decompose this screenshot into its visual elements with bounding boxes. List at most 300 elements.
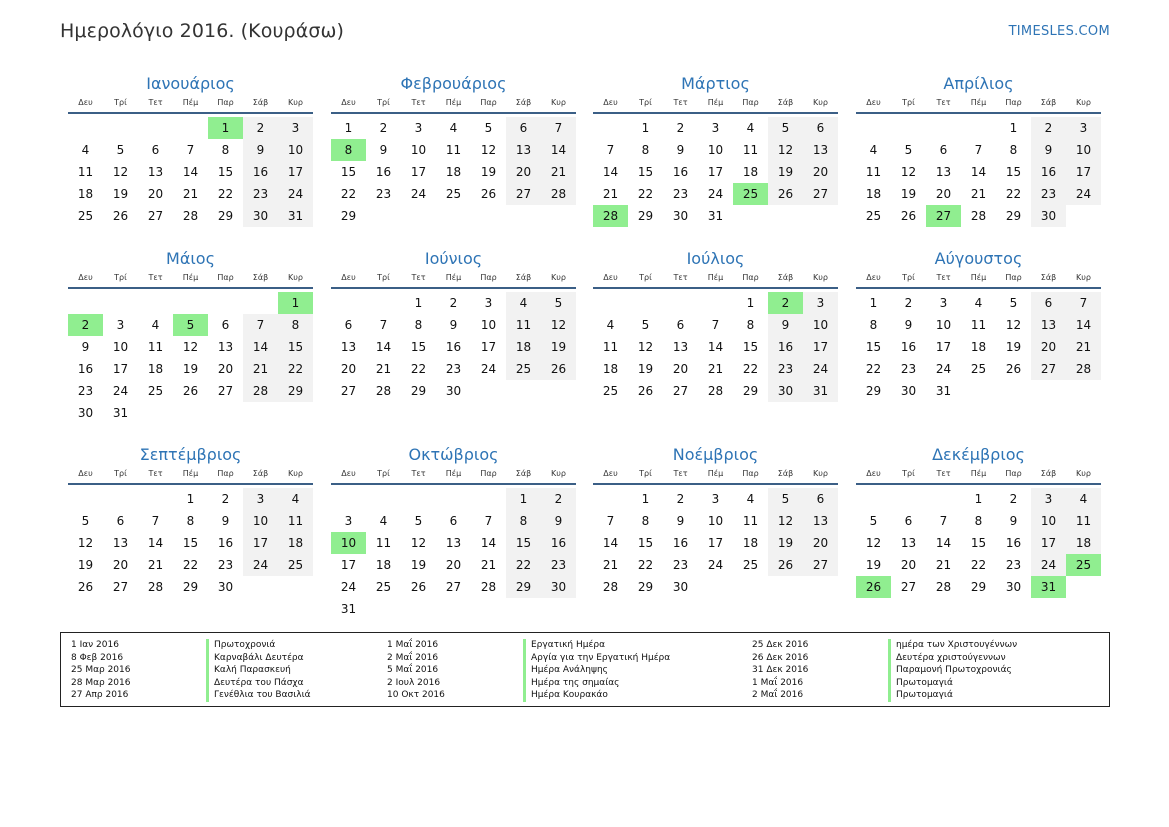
weekday-header: [331, 468, 576, 483]
day-cell: 7: [606, 514, 615, 528]
week-row: [856, 358, 1101, 380]
day-cell: 15: [217, 165, 234, 179]
week-row: [68, 510, 313, 532]
weekend-day-cell: 2: [541, 488, 576, 510]
day-cell: 29: [1005, 209, 1022, 223]
empty-cell: [961, 117, 996, 139]
day-cell: 19: [410, 558, 427, 572]
weekday-header: [856, 468, 1101, 483]
day-cell: 5: [904, 143, 913, 157]
weekday-label: Πέμ: [445, 273, 462, 282]
day-cell: 30: [1005, 580, 1022, 594]
day-cell: 21: [602, 187, 619, 201]
day-cell: 14: [147, 536, 164, 550]
weekend-day-cell: 29: [278, 380, 313, 402]
day-cell: 16: [77, 362, 94, 376]
weekday-label: Πέμ: [182, 469, 199, 478]
weekday-label: Παρ: [480, 273, 497, 282]
day-cell: 24: [935, 362, 952, 376]
day-cell: 5: [869, 514, 878, 528]
legend-holiday-name: Ημέρα Ανάληψης: [523, 664, 670, 677]
legend-holiday-name: Αργία για την Εργατική Ημέρα: [523, 652, 670, 665]
day-cell: 5: [414, 514, 423, 528]
day-cell: 26: [480, 187, 497, 201]
empty-cell: [593, 117, 628, 139]
empty-cell: [768, 576, 803, 598]
empty-cell: [506, 380, 541, 402]
empty-cell: [331, 292, 366, 314]
day-cell: 9: [379, 143, 388, 157]
weekday-label: Παρ: [1005, 469, 1022, 478]
weekday-label: Κυρ: [288, 469, 303, 478]
day-cell: 12: [480, 143, 497, 157]
day-cell: 7: [974, 143, 983, 157]
weekday-label: Δευ: [603, 98, 618, 107]
weekday-label: Κυρ: [813, 98, 828, 107]
weekday-label: Τρί: [377, 98, 390, 107]
day-cell: 13: [935, 165, 952, 179]
week-row: [68, 554, 313, 576]
weekend-day-cell: 27: [1031, 358, 1066, 380]
month-divider: [593, 112, 838, 114]
weekday-label: Σάβ: [1040, 98, 1057, 107]
day-cell: 13: [147, 165, 164, 179]
empty-cell: [733, 576, 768, 598]
weekday-label: Πέμ: [707, 98, 724, 107]
weekend-day-cell: 25: [278, 554, 313, 576]
weekend-day-cell: 9: [243, 139, 278, 161]
week-row: [593, 336, 838, 358]
empty-cell: [996, 380, 1031, 402]
weekday-label: Σάβ: [252, 98, 269, 107]
legend-holiday-name: Εργατική Ημέρα: [523, 639, 670, 652]
day-cell: 12: [1005, 318, 1022, 332]
weekday-label: Τετ: [673, 469, 688, 478]
day-cell: 1: [869, 296, 878, 310]
weekend-day-cell: 18: [278, 532, 313, 554]
weekend-day-cell: 4: [1066, 488, 1101, 510]
weekend-day-cell: 8: [278, 314, 313, 336]
day-cell: 7: [711, 318, 720, 332]
day-cell: 9: [449, 318, 458, 332]
month-block: [593, 444, 838, 598]
day-cell: 8: [641, 514, 650, 528]
legend-date: 8 Φεβ 2016: [71, 652, 124, 663]
empty-cell: [593, 292, 628, 314]
day-cell: 15: [1005, 165, 1022, 179]
legend-name-column: [888, 639, 1017, 702]
day-cell: 13: [672, 340, 689, 354]
day-cell: 9: [81, 340, 90, 354]
weekday-label: Δευ: [603, 469, 618, 478]
day-cell: 27: [112, 580, 129, 594]
week-row: [68, 358, 313, 380]
weekday-header: [331, 272, 576, 287]
day-cell: 8: [746, 318, 755, 332]
day-cell: 18: [375, 558, 392, 572]
weekend-day-cell: 23: [541, 554, 576, 576]
weekday-header: [593, 97, 838, 112]
weekend-day-cell: 17: [278, 161, 313, 183]
day-cell: 15: [410, 340, 427, 354]
weekend-day-cell: 24: [278, 183, 313, 205]
weekend-day-cell: 26: [768, 183, 803, 205]
day-cell: 21: [182, 187, 199, 201]
month-name: Μάιος: [166, 249, 215, 268]
weekend-day-cell: 20: [803, 161, 838, 183]
empty-cell: [506, 598, 541, 620]
weekday-label: Τρί: [639, 469, 652, 478]
day-cell: 30: [445, 384, 462, 398]
weekday-label: Σάβ: [515, 469, 532, 478]
day-cell: 16: [900, 340, 917, 354]
empty-cell: [856, 117, 891, 139]
day-cell: 27: [147, 209, 164, 223]
month-name: Αύγουστος: [934, 249, 1023, 268]
weekend-day-cell: 4: [506, 292, 541, 314]
day-cell: 2: [676, 492, 685, 506]
weekday-label: Κυρ: [1076, 273, 1091, 282]
day-cell: 9: [904, 318, 913, 332]
day-cell: 18: [742, 536, 759, 550]
weekday-label: Τρί: [902, 469, 915, 478]
day-cell: 15: [182, 536, 199, 550]
week-row: [856, 510, 1101, 532]
day-cell: 28: [480, 580, 497, 594]
day-grid: [593, 488, 838, 598]
legend-date-column: [71, 639, 131, 702]
weekday-label: Κυρ: [1076, 469, 1091, 478]
month-name: Νοέμβριος: [672, 445, 759, 464]
week-row: [593, 576, 838, 598]
empty-cell: [68, 488, 103, 510]
weekend-day-cell: 24: [1066, 183, 1101, 205]
day-cell: 27: [340, 384, 357, 398]
day-cell: 17: [112, 362, 129, 376]
day-cell: 18: [865, 187, 882, 201]
week-row: [856, 183, 1101, 205]
weekend-day-cell: 8: [506, 510, 541, 532]
week-row: [593, 161, 838, 183]
month-name: Ιούλιος: [686, 249, 745, 268]
day-cell: 10: [707, 143, 724, 157]
day-cell: 22: [742, 362, 759, 376]
day-cell: 5: [81, 514, 90, 528]
weekend-day-cell: 3: [278, 117, 313, 139]
weekday-header: [331, 97, 576, 112]
day-cell: 4: [746, 121, 755, 135]
day-cell: 8: [1009, 143, 1018, 157]
week-row: [68, 576, 313, 598]
weekend-day-cell: 4: [278, 488, 313, 510]
empty-cell: [331, 488, 366, 510]
weekend-day-cell: 19: [768, 161, 803, 183]
empty-cell: [208, 292, 243, 314]
weekend-day-cell: 6: [803, 488, 838, 510]
weekend-day-cell: 18: [506, 336, 541, 358]
weekend-day-cell: 17: [1031, 532, 1066, 554]
month-divider: [856, 287, 1101, 289]
weekend-day-cell: 20: [1031, 336, 1066, 358]
day-cell: 18: [77, 187, 94, 201]
empty-cell: [471, 380, 506, 402]
day-cell: 2: [379, 121, 388, 135]
day-cell: 20: [935, 187, 952, 201]
site-link[interactable]: TIMESLES.COM: [1008, 24, 1110, 39]
legend-date: 5 Μαΐ 2016: [387, 665, 439, 675]
weekday-label: Κυρ: [1076, 98, 1091, 107]
legend-date: 26 Δεκ 2016: [752, 652, 809, 663]
day-cell: 21: [375, 362, 392, 376]
week-row: [68, 161, 313, 183]
weekday-label: Σάβ: [1040, 273, 1057, 282]
weekday-label: Σάβ: [1040, 469, 1057, 478]
empty-cell: [891, 488, 926, 510]
day-cell: 8: [869, 318, 878, 332]
month-name: Ιούνιος: [424, 249, 483, 268]
empty-cell: [68, 117, 103, 139]
day-cell: 6: [151, 143, 160, 157]
day-cell: 8: [186, 514, 195, 528]
legend-name-column: [523, 639, 670, 702]
day-cell: 19: [865, 558, 882, 572]
day-cell: 9: [676, 514, 685, 528]
week-row: [331, 117, 576, 139]
day-cell: 13: [112, 536, 129, 550]
legend-date: 1 Μαΐ 2016: [387, 640, 439, 650]
day-cell: 24: [480, 362, 497, 376]
day-cell: 8: [974, 514, 983, 528]
day-cell: 5: [484, 121, 493, 135]
day-cell: 25: [602, 384, 619, 398]
day-cell: 18: [970, 340, 987, 354]
day-cell: 26: [112, 209, 129, 223]
weekday-label: Σάβ: [252, 469, 269, 478]
day-cell: 14: [935, 536, 952, 550]
empty-cell: [243, 576, 278, 598]
day-cell: 22: [865, 362, 882, 376]
weekend-day-cell: 25: [506, 358, 541, 380]
weekend-day-cell: 27: [803, 554, 838, 576]
week-row: [331, 314, 576, 336]
month-divider: [331, 287, 576, 289]
weekend-day-cell: 13: [1031, 314, 1066, 336]
month-divider: [593, 287, 838, 289]
day-cell: 22: [970, 558, 987, 572]
weekday-label: Δευ: [866, 469, 881, 478]
legend-holiday-name: Πρωτομαγιά: [888, 689, 1017, 702]
week-row: [856, 336, 1101, 358]
day-cell: 22: [217, 187, 234, 201]
empty-cell: [366, 292, 401, 314]
weekend-day-cell: 30: [1031, 205, 1066, 227]
day-cell: 3: [711, 492, 720, 506]
day-cell: 24: [340, 580, 357, 594]
week-row: [331, 510, 576, 532]
day-cell: 16: [445, 340, 462, 354]
day-cell: 10: [410, 143, 427, 157]
weekday-label: Τρί: [902, 273, 915, 282]
legend-holiday-name: Καλή Παρασκευή: [206, 664, 311, 677]
weekend-day-cell: 24: [243, 554, 278, 576]
weekday-label: Πέμ: [182, 98, 199, 107]
month-name: Φεβρουάριος: [400, 74, 507, 93]
weekend-day-cell: 16: [1031, 161, 1066, 183]
day-cell: 20: [445, 558, 462, 572]
empty-cell: [698, 292, 733, 314]
day-cell: 19: [480, 165, 497, 179]
day-cell: 16: [1005, 536, 1022, 550]
day-cell: 19: [1005, 340, 1022, 354]
day-cell: 4: [606, 318, 615, 332]
day-cell: 1: [641, 121, 650, 135]
weekday-label: Πέμ: [707, 469, 724, 478]
day-cell: 8: [414, 318, 423, 332]
day-cell: 2: [676, 121, 685, 135]
legend-holiday-name: Καρναβάλι Δευτέρα: [206, 652, 311, 665]
day-cell: 17: [410, 165, 427, 179]
empty-cell: [803, 576, 838, 598]
day-cell: 23: [900, 362, 917, 376]
weekday-label: Παρ: [1005, 273, 1022, 282]
day-cell: 8: [221, 143, 230, 157]
weekday-label: Δευ: [866, 273, 881, 282]
empty-cell: [961, 380, 996, 402]
day-grid: [68, 117, 313, 227]
day-cell: 19: [637, 362, 654, 376]
weekday-label: Παρ: [217, 469, 234, 478]
weekend-day-cell: 2: [1031, 117, 1066, 139]
day-cell: 19: [900, 187, 917, 201]
day-cell: 8: [641, 143, 650, 157]
legend-date: 2 Μαΐ 2016: [752, 690, 804, 700]
day-grid: [856, 117, 1101, 227]
weekday-label: Κυρ: [288, 98, 303, 107]
week-row: [593, 205, 838, 227]
day-cell: 29: [970, 580, 987, 594]
empty-cell: [698, 576, 733, 598]
day-cell: 4: [869, 143, 878, 157]
weekday-label: Τετ: [148, 98, 163, 107]
legend-date: 25 Μαρ 2016: [71, 665, 131, 675]
day-cell: 30: [672, 209, 689, 223]
day-cell: 3: [711, 121, 720, 135]
empty-cell: [926, 117, 961, 139]
day-cell: 21: [970, 187, 987, 201]
week-row: [856, 314, 1101, 336]
weekday-header: [593, 468, 838, 483]
page-title: Ημερολόγιο 2016. (Κουράσω): [60, 20, 345, 42]
weekend-day-cell: 30: [243, 205, 278, 227]
month-block: [593, 248, 838, 402]
week-row: [331, 554, 576, 576]
day-grid: [593, 292, 838, 402]
empty-cell: [803, 205, 838, 227]
weekend-day-cell: 26: [541, 358, 576, 380]
empty-cell: [436, 598, 471, 620]
weekend-day-cell: 21: [541, 161, 576, 183]
day-cell: 28: [602, 580, 619, 594]
day-cell: 22: [410, 362, 427, 376]
weekend-day-cell: 16: [243, 161, 278, 183]
week-row: [68, 139, 313, 161]
day-cell: 9: [221, 514, 230, 528]
empty-cell: [401, 205, 436, 227]
day-cell: 20: [900, 558, 917, 572]
day-cell: 25: [970, 362, 987, 376]
weekday-label: Τρί: [639, 98, 652, 107]
day-cell: 23: [445, 362, 462, 376]
month-block: [331, 248, 576, 402]
weekday-label: Τρί: [639, 273, 652, 282]
empty-cell: [138, 402, 173, 424]
day-cell: 22: [637, 558, 654, 572]
weekday-label: Κυρ: [551, 273, 566, 282]
day-cell: 23: [672, 187, 689, 201]
weekend-day-cell: 3: [803, 292, 838, 314]
weekend-day-cell: 9: [541, 510, 576, 532]
week-row: [68, 117, 313, 139]
day-cell: 5: [116, 143, 125, 157]
day-cell: 5: [641, 318, 650, 332]
weekend-day-cell: 24: [1031, 554, 1066, 576]
legend-date: 10 Οκτ 2016: [387, 690, 445, 700]
month-block: [68, 73, 313, 227]
legend-date: 1 Μαΐ 2016: [752, 677, 804, 688]
day-cell: 10: [707, 514, 724, 528]
day-cell: 19: [77, 558, 94, 572]
legend-date: 27 Απρ 2016: [71, 690, 129, 700]
day-cell: 16: [672, 536, 689, 550]
day-cell: 10: [112, 340, 129, 354]
day-cell: 11: [970, 318, 987, 332]
weekday-label: Σάβ: [515, 273, 532, 282]
day-cell: 6: [344, 318, 353, 332]
day-cell: 27: [672, 384, 689, 398]
weekday-label: Σάβ: [777, 469, 794, 478]
weekend-day-cell: 13: [506, 139, 541, 161]
empty-cell: [628, 292, 663, 314]
week-row: [593, 292, 838, 314]
legend-holiday-name: Παραμονή Πρωτοχρονιάς: [888, 664, 1017, 677]
day-cell: 3: [116, 318, 125, 332]
weekday-label: Πέμ: [445, 98, 462, 107]
day-cell: 17: [935, 340, 952, 354]
day-cell: 17: [707, 536, 724, 550]
day-cell: 25: [445, 187, 462, 201]
weekend-day-cell: 17: [803, 336, 838, 358]
weekday-label: Τετ: [148, 273, 163, 282]
weekday-label: Δευ: [603, 273, 618, 282]
weekday-label: Τετ: [411, 273, 426, 282]
month-divider: [68, 112, 313, 114]
day-cell: 11: [375, 536, 392, 550]
legend-date: 25 Δεκ 2016: [752, 640, 809, 650]
day-cell: 28: [935, 580, 952, 594]
day-cell: 12: [865, 536, 882, 550]
weekend-day-cell: 1: [506, 488, 541, 510]
empty-cell: [173, 117, 208, 139]
weekend-day-cell: 7: [243, 314, 278, 336]
weekday-label: Πέμ: [445, 469, 462, 478]
day-cell: 13: [445, 536, 462, 550]
empty-cell: [471, 205, 506, 227]
day-cell: 20: [340, 362, 357, 376]
weekend-day-cell: 17: [1066, 161, 1101, 183]
weekday-label: Δευ: [341, 469, 356, 478]
weekday-label: Σάβ: [777, 98, 794, 107]
weekend-day-cell: 30: [768, 380, 803, 402]
